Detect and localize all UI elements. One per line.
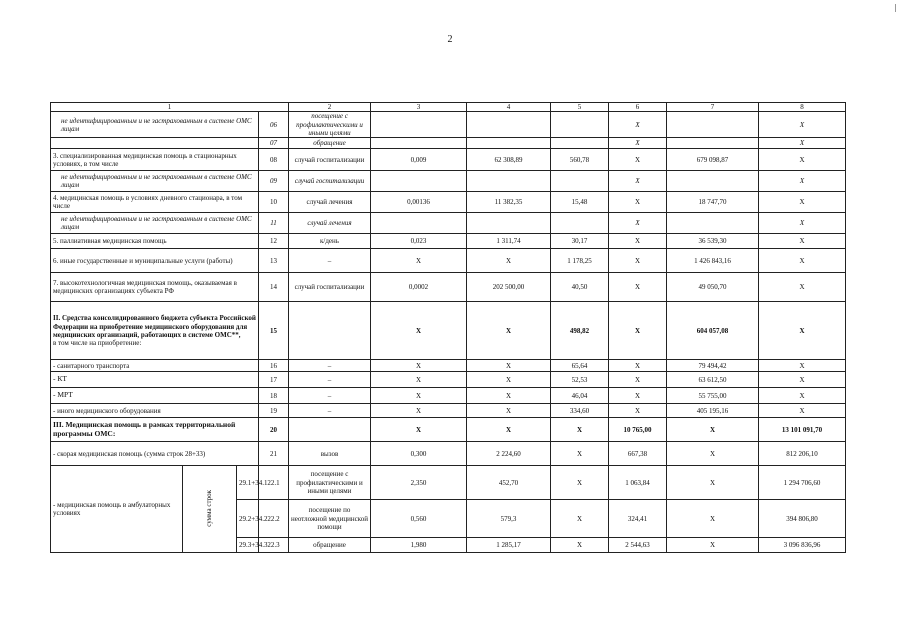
row-unit: обращение [289, 538, 371, 553]
cell: X [371, 418, 467, 442]
table-row [51, 171, 846, 192]
table-row [51, 149, 846, 171]
row-number: 07 [259, 138, 289, 149]
row-description: - санитарного транспорта [51, 360, 259, 372]
cell: X [371, 360, 467, 372]
cell [467, 112, 551, 138]
cell: X [609, 388, 667, 404]
row-number: 22.2 [259, 500, 289, 538]
row-number: 15 [259, 302, 289, 360]
row-description: 6. иные государственные и муниципальные услуги (работы) [51, 249, 259, 273]
cell [371, 171, 467, 192]
row-description: - скорая медицинская помощь (сумма строк 28+33) [51, 442, 259, 466]
cell: X [759, 404, 846, 418]
cell [467, 213, 551, 234]
table-row [51, 404, 846, 418]
page-number: 2 [447, 34, 453, 45]
cell: 202 500,00 [467, 273, 551, 302]
cell: 55 755,00 [667, 388, 759, 404]
row-number: 14 [259, 273, 289, 302]
cell: 2 544,63 [609, 538, 667, 553]
cell: X [551, 500, 609, 538]
cell: X [609, 234, 667, 249]
row-number: 11 [259, 213, 289, 234]
cell: 1,980 [371, 538, 467, 553]
cell: 36 539,30 [667, 234, 759, 249]
cell: X [759, 360, 846, 372]
cell: 52,53 [551, 372, 609, 388]
cell: X [609, 138, 667, 149]
table-row [51, 273, 846, 302]
cell: X [759, 302, 846, 360]
cell: X [371, 404, 467, 418]
cell: 452,70 [467, 466, 551, 500]
cell: X [609, 149, 667, 171]
table-row [51, 466, 846, 500]
cell: X [609, 273, 667, 302]
cell: 667,38 [609, 442, 667, 466]
cell: 0,560 [371, 500, 467, 538]
cell: 0,023 [371, 234, 467, 249]
ambulatory-label: - медицинская помощь в амбулаторных условиях [51, 466, 183, 553]
cell: X [759, 213, 846, 234]
row-unit: – [289, 388, 371, 404]
cell: X [667, 442, 759, 466]
row-unit: – [289, 360, 371, 372]
cell: 604 057,08 [667, 302, 759, 360]
row-description: не идентифицированным и не застрахованным в системе ОМС лицам [51, 213, 259, 234]
table-row [51, 213, 846, 234]
cell: X [759, 192, 846, 213]
row-description: - КТ [51, 372, 259, 388]
cell: 0,300 [371, 442, 467, 466]
row-unit: посещение с профилактическими и иными целями [289, 112, 371, 138]
cell: 679 098,87 [667, 149, 759, 171]
row-unit: к/день [289, 234, 371, 249]
cell [667, 112, 759, 138]
row-unit: случай лечения [289, 213, 371, 234]
cell: X [467, 360, 551, 372]
table-row [51, 234, 846, 249]
cell: X [759, 138, 846, 149]
row-unit: – [289, 372, 371, 388]
row-number: 22.3 [259, 538, 289, 553]
row-unit: обращение [289, 138, 371, 149]
row-unit [289, 302, 371, 360]
row-description: - иного медицинского оборудования [51, 404, 259, 418]
cell: 334,60 [551, 404, 609, 418]
cell: X [467, 418, 551, 442]
cell: 18 747,70 [667, 192, 759, 213]
row-description: - МРТ [51, 388, 259, 404]
cell: X [371, 249, 467, 273]
row-description: 7. высокотехнологичная медицинская помощь, оказываемая в медицинских организациях субъекта РФ [51, 273, 259, 302]
cell: X [609, 112, 667, 138]
cell: 46,04 [551, 388, 609, 404]
table-row [51, 302, 846, 360]
row-description: III. Медицинская помощь в рамках территориальной программы ОМС: [51, 418, 259, 442]
cell: 63 612,50 [667, 372, 759, 388]
header-cell: 5 [551, 103, 609, 112]
row-number: 19 [259, 404, 289, 418]
scan-edge-mark [895, 4, 896, 12]
cell: X [371, 388, 467, 404]
cell: 1 426 843,16 [667, 249, 759, 273]
cell [371, 138, 467, 149]
cell: X [551, 418, 609, 442]
sum-formula: 29.1+34.1 [237, 466, 259, 500]
header-row [51, 103, 846, 112]
row-unit: – [289, 404, 371, 418]
cell: X [609, 372, 667, 388]
cell: 62 308,89 [467, 149, 551, 171]
cell: X [759, 234, 846, 249]
cell: 579,3 [467, 500, 551, 538]
table-row [51, 360, 846, 372]
sum-rows-label [183, 466, 237, 553]
cell: 11 382,35 [467, 192, 551, 213]
cell: X [759, 149, 846, 171]
cell: X [371, 302, 467, 360]
cell: 324,41 [609, 500, 667, 538]
cell [551, 112, 609, 138]
section-subheading: в том числе на приобретение: [53, 338, 142, 347]
table-row [51, 192, 846, 213]
row-number: 10 [259, 192, 289, 213]
table-row [51, 112, 846, 138]
cell: 1 063,84 [609, 466, 667, 500]
row-number: 17 [259, 372, 289, 388]
cell: X [759, 372, 846, 388]
cell: X [467, 372, 551, 388]
cell: X [667, 538, 759, 553]
row-number: 16 [259, 360, 289, 372]
row-unit [289, 418, 371, 442]
cell [667, 138, 759, 149]
cell: 0,00136 [371, 192, 467, 213]
cell: 15,48 [551, 192, 609, 213]
row-number: 06 [259, 112, 289, 138]
cell: 0,009 [371, 149, 467, 171]
row-number: 12 [259, 234, 289, 249]
table-row [51, 138, 846, 149]
cell: 79 494,42 [667, 360, 759, 372]
row-unit: посещение по неотложной медицинской помощи [289, 500, 371, 538]
row-number: 22.1 [259, 466, 289, 500]
cell: X [609, 192, 667, 213]
cell: X [759, 112, 846, 138]
cell: X [667, 466, 759, 500]
cell: X [759, 249, 846, 273]
row-unit: случай госпитализации [289, 273, 371, 302]
cell: X [759, 171, 846, 192]
table-row [51, 372, 846, 388]
header-cell: 1 [51, 103, 289, 112]
cell [467, 171, 551, 192]
cell: 40,50 [551, 273, 609, 302]
cell: X [551, 466, 609, 500]
row-unit: вызов [289, 442, 371, 466]
table-row [51, 442, 846, 466]
row-unit: случай госпитализации [289, 171, 371, 192]
cell: X [667, 418, 759, 442]
cell: X [609, 171, 667, 192]
row-description: 3. специализированная медицинская помощь в стационарных условиях, в том числе [51, 149, 259, 171]
cell: 2 224,60 [467, 442, 551, 466]
row-description: 5. паллиативная медицинская помощь [51, 234, 259, 249]
cell: X [759, 388, 846, 404]
cell: 65,64 [551, 360, 609, 372]
header-cell: 3 [371, 103, 467, 112]
cell: X [467, 404, 551, 418]
cell [551, 138, 609, 149]
cell: 30,17 [551, 234, 609, 249]
cell: X [467, 302, 551, 360]
cell: 1 178,25 [551, 249, 609, 273]
cell: 3 096 836,96 [759, 538, 846, 553]
row-unit: случай лечения [289, 192, 371, 213]
cell: X [467, 388, 551, 404]
cell [667, 171, 759, 192]
row-unit: – [289, 249, 371, 273]
cell: X [609, 249, 667, 273]
cell: X [551, 442, 609, 466]
cell: 394 806,80 [759, 500, 846, 538]
cell: 1 285,17 [467, 538, 551, 553]
header-cell: 2 [289, 103, 371, 112]
cell [551, 213, 609, 234]
header-cell: 7 [667, 103, 759, 112]
sum-formula: 29.3+34.3 [237, 538, 259, 553]
cell: 49 050,70 [667, 273, 759, 302]
row-number: 09 [259, 171, 289, 192]
table-row [51, 388, 846, 404]
sum-formula: 29.2+34.2 [237, 500, 259, 538]
cell: 405 195,16 [667, 404, 759, 418]
cell: X [371, 372, 467, 388]
row-number: 08 [259, 149, 289, 171]
row-unit: посещение с профилактическими и иными целями [289, 466, 371, 500]
cell: 13 101 091,70 [759, 418, 846, 442]
cell: X [759, 273, 846, 302]
row-description: не идентифицированным и не застрахованным в системе ОМС лицам [51, 171, 259, 192]
budget-table [50, 102, 846, 553]
row-description: 4. медицинская помощь в условиях дневного стационара, в том числе [51, 192, 259, 213]
cell: 10 765,00 [609, 418, 667, 442]
sum-rows-text: сумма строк [205, 489, 214, 527]
row-unit: случай госпитализации [289, 149, 371, 171]
row-description: не идентифицированным и не застрахованным в системе ОМС лицам [51, 112, 259, 138]
cell: 498,82 [551, 302, 609, 360]
table-row [51, 418, 846, 442]
row-number: 18 [259, 388, 289, 404]
cell [551, 171, 609, 192]
header-cell: 4 [467, 103, 551, 112]
cell: 812 206,10 [759, 442, 846, 466]
cell: X [609, 404, 667, 418]
cell: X [609, 213, 667, 234]
cell: 0,0002 [371, 273, 467, 302]
cell: X [609, 360, 667, 372]
cell: X [551, 538, 609, 553]
header-cell: 6 [609, 103, 667, 112]
row-description [51, 302, 259, 360]
cell [467, 138, 551, 149]
cell: X [467, 249, 551, 273]
cell [371, 112, 467, 138]
cell: X [609, 302, 667, 360]
cell: 1 294 706,60 [759, 466, 846, 500]
row-description [51, 138, 259, 149]
table-row [51, 249, 846, 273]
header-cell: 8 [759, 103, 846, 112]
cell: 2,350 [371, 466, 467, 500]
cell [371, 213, 467, 234]
section-heading: II. Средства консолидированного бюджета субъекта Российской Федерации на приобретение медицинского оборудования для медицинских организаций, работающих в системе ОМС**, [53, 314, 256, 339]
cell: 1 311,74 [467, 234, 551, 249]
row-number: 13 [259, 249, 289, 273]
cell: X [667, 500, 759, 538]
cell: 560,78 [551, 149, 609, 171]
row-number: 21 [259, 442, 289, 466]
row-number: 20 [259, 418, 289, 442]
cell [667, 213, 759, 234]
